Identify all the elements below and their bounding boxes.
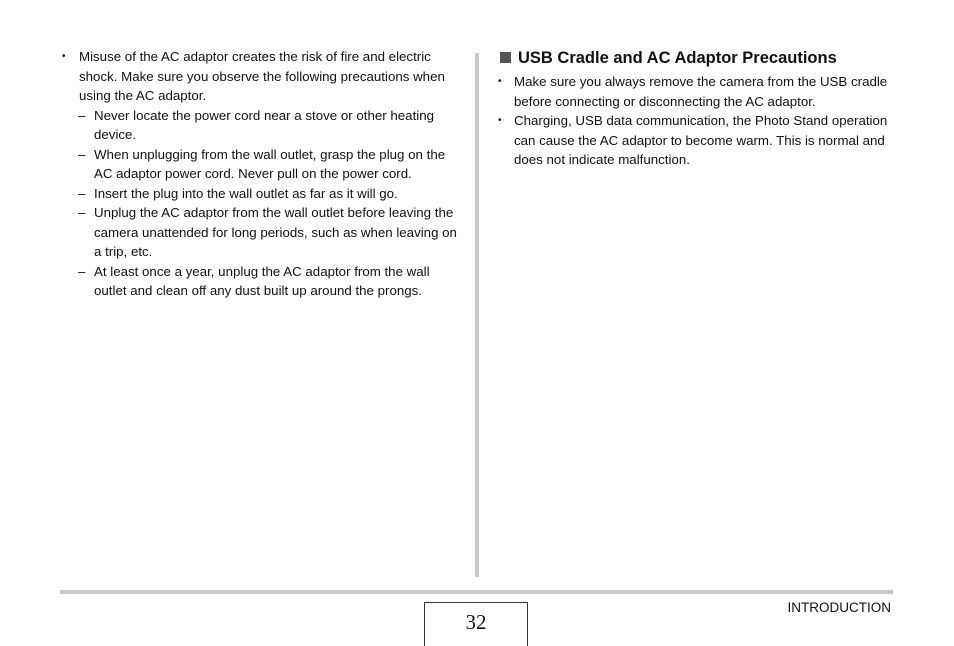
bullet-icon: • bbox=[62, 51, 66, 62]
precaution-item bbox=[62, 262, 462, 301]
precaution-item bbox=[62, 145, 462, 184]
section-label: INTRODUCTION bbox=[787, 600, 891, 615]
precaution-text: Never locate the power cord near a stove or other heating device. bbox=[94, 107, 435, 142]
usb-precaution-text: Make sure you always remove the camera from the USB cradle before connecting or disconnecting the AC adaptor. bbox=[514, 74, 888, 109]
usb-precaution-list bbox=[498, 72, 898, 170]
precaution-item bbox=[62, 203, 462, 262]
ac-adaptor-misuse-item bbox=[62, 47, 462, 106]
precaution-list bbox=[62, 106, 462, 301]
square-bullet-icon bbox=[500, 52, 511, 63]
bullet-icon: • bbox=[498, 76, 502, 87]
dash-icon: – bbox=[78, 205, 86, 220]
usb-precaution-text: Charging, USB data communication, the Photo Stand operation can cause the AC adaptor to become warm. This is normal and does not indicate malfunction. bbox=[514, 113, 888, 167]
precaution-text: Insert the plug into the wall outlet as far as it will go. bbox=[94, 185, 398, 201]
dash-icon: – bbox=[78, 263, 86, 279]
section-heading bbox=[498, 47, 898, 69]
precaution-text: At least once a year, unplug the AC adaptor from the wall outlet and clean off any dust built up around the prongs. bbox=[94, 263, 430, 298]
right-column bbox=[498, 47, 898, 170]
footer-rule bbox=[60, 590, 893, 594]
page-number: 32 bbox=[424, 602, 528, 646]
dash-icon: – bbox=[78, 107, 86, 123]
usb-precaution-item bbox=[498, 111, 898, 170]
usb-precaution-item bbox=[498, 72, 898, 111]
dash-icon: – bbox=[78, 146, 86, 162]
column-divider bbox=[475, 53, 479, 577]
dash-icon: – bbox=[78, 185, 86, 201]
precaution-text: When unplugging from the wall outlet, grasp the plug on the AC adaptor power cord. Never pull on the power cord. bbox=[94, 146, 446, 181]
bullet-icon: • bbox=[498, 115, 502, 126]
precaution-item bbox=[62, 106, 462, 145]
left-column bbox=[62, 47, 462, 301]
precaution-text: Unplug the AC adaptor from the wall outlet before leaving the camera unattended for long periods, such as when leaving on a trip, etc. bbox=[94, 205, 457, 259]
precaution-item bbox=[62, 184, 462, 204]
section-heading-text: USB Cradle and AC Adaptor Precautions bbox=[518, 49, 837, 67]
ac-adaptor-misuse-text: Misuse of the AC adaptor creates the risk of fire and electric shock. Make sure you observe the following precautions when using the AC adaptor. bbox=[79, 49, 445, 103]
